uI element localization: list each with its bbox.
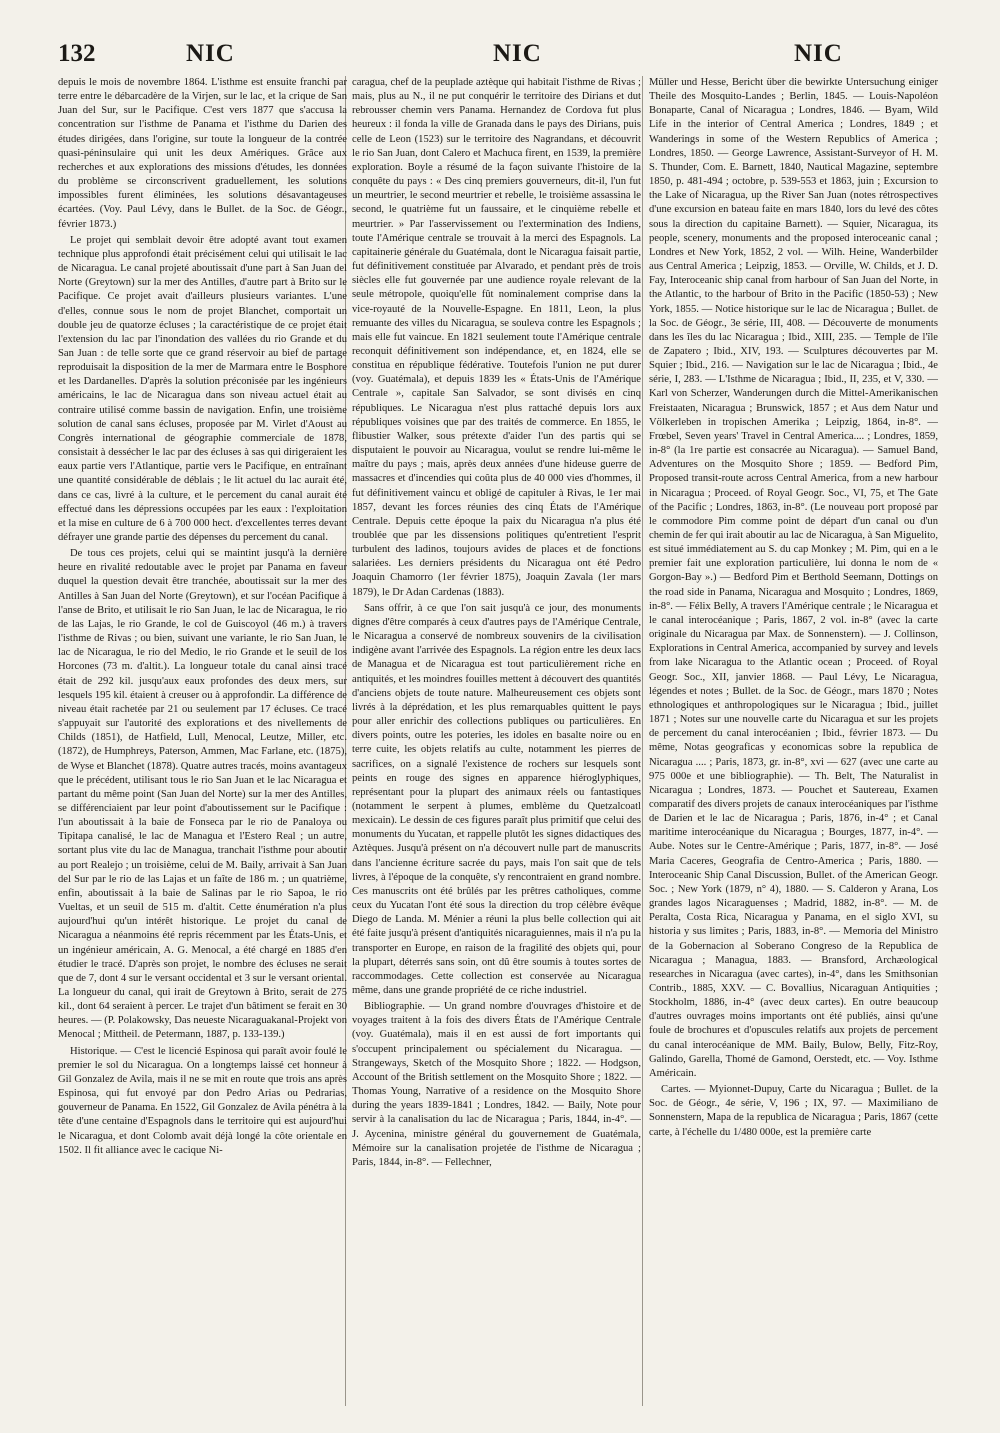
text-column-middle [352, 76, 641, 1406]
paragraph: Le projet qui semblait devoir être adopté avant tout examen technique plus approfondi était précisément celui qui utilisait le lac de Nicaragua. Le canal projeté aboutissait d'une part à San Juan del Norte (Greytown) sur la mer des Antilles, d'autre part à Brito sur le Pacifique. Ce projet avait d'ailleurs plusieurs variantes. L'une d'elles, connue sous le nom de projet Blanchet, comportait un double jeu de quatorze écluses ; la caractéristique de ce projet était l'extension du lac par l'inondation des vallées du rio Grande et du San Juan : de telle sorte que ce grand réservoir au bief de partage reproduisait la disposition de la mer de Marmara entre le Bosphore et les Dardanelles. D'après la solution préconisée par les ingénieurs américains, le lac de Nicaragua dans son niveau actuel était au contraire utilisé comme bassin de navigation. Enfin, une troisième solution de canal sans écluses, proposée par M. Virlet d'Aoust au Congrès international de géographie commerciale de 1878, consistait à dessécher le lac par des écluses à sas qui dirigeraient les eaux partie vers l'Atlantique, partie vers le Pacifique, en entraînant une quantité considérable de déblais ; le lit actuel du lac aurait été, dans ce cas, livré à la culture, et le percement du canal aurait été effectué dans les dépressions occupées par les eaux : l'exploitation et la mise en culture de 6 à 700 000 hect. d'excellentes terres devant défrayer une grande partie des dépenses du percement du canal. [58, 234, 347, 543]
paragraph: Sans offrir, à ce que l'on sait jusqu'à ce jour, des monuments dignes d'être comparés à ceux d'autres pays de l'Amérique Centrale, le Nicaragua a conservé de nombreux souvenirs de la civilisation indigène avant l'arrivée des Espagnols. La région entre les deux lacs de Managua et de Nicaragua est tout particulièrement riche en antiquités, et les moindres fouilles mettent à découvert des quantités d'anciens objets de toute nature. Malheureusement ces objets sont livrés à la déprédation, et les plus remarquables quittent le pays pour aller enrichir des collections publiques ou particulières. En divers points, outre les poteries, les idoles en basalte noire ou en terre cuite, les objets relatifs au culte, notamment les pierres de sacrifices, on a signalé l'existence de rochers sur lesquels sont peints en rouge des signes en apparence hiéroglyphiques, représentant pour la plupart des animaux réels ou fantastiques (notamment le serpent à plumes, emblème du Quetzalcoatl mexicain). Le dessin de ces figures paraît plus primitif que celui des monuments du Yucatan, et rappelle plutôt les signes didactiques des Aztèques. Jusqu'à présent on n'a découvert nulle part de manuscrits dans l'ancienne écriture sacrée du pays, mais l'on sait que de tels livres, à l'époque de la conquête, s'y rencontraient en grand nombre. Ces manuscrits ont été brûlés par les prêtres catholiques, comme ceux du Yucatan l'ont été sous la direction du trop célèbre évêque Diego de Landa. M. Ménier a réuni la plus belle collection qui ait été faite jusqu'à présent d'antiquités nicaraguiennes, mais il n'a pu la transporter en Europe, en raison de la fragilité des objets qui, pour la plupart, déterrés sans soin, ont dû être soumis à toutes sortes de raccommodages. Cette collection est conservée au Nicaragua même, dans une grande propriété de ce riche industriel. [352, 602, 641, 996]
paragraph: De tous ces projets, celui qui se maintint jusqu'à la dernière heure en rivalité redoutable avec le projet par Panama en faveur duquel la question devait être tranchée, aboutissait sur la mer des Antilles à San Juan del Norte (Greytown), et sur l'océan Pacifique à l'anse de Brito, et utilisait le rio San Juan, le lac de Nicaragua, le rio de las Lajas, le rio Grande, le col de Guiscoyol (46 m.) à travers l'isthme de Rivas ; ou bien, suivant une variante, le rio San Juan, le lac de Nicaragua, le rio del Medio, le rio Grande et le seuil de los Horcones (73 m. d'altit.). La longueur totale du canal ainsi tracé était de 292 kil. jusqu'aux eaux profondes des deux mers, sur lesquels 195 kil. étaient à creuser ou à approfondir. La différence de niveau était rachetée par 21 ou seulement par 17 écluses. Ce tracé s'appuyait sur l'autorité des explorations et des nivellements de Childs (1851), de Hatfield, Lull, Menocal, Leutze, Miller, etc. (1872), de Humphreys, Paterson, Ammen, Mac Farlane, etc. (1875), de Wyse et Blanchet (1878). Quatre autres tracés, moins avantageux que le précédent, utilisant tous le rio San Juan et le lac Nicaragua et partant du même point (San Juan del Norte) sur la mer des Antilles, se différenciaient par leur point d'aboutissement sur le Pacifique : l'un aboutissait à la baie de Fonseca par le rio de Panaloya ou Tipitapa canalisé, le lac de Managua et l'Estero Real ; un autre, sortant plus vite du lac de Managua, tranchait l'isthme pour aboutir au port Realejo ; un troisième, celui de M. Baily, arrivait à San Juan del Sur par le rio de las Lajas et un faîte de 186 m. ; un quatrième, enfin, aboutissait à la baie de Salinas par le rio Sapoa, le rio Vueltas, et un seuil de 515 m. d'altit. Cette énumération n'a plus aujourd'hui qu'un intérêt historique. Le projet du canal de Nicaragua a néanmoins été repris récemment par les États-Unis, et un ingénieur américain, A. G. Menocal, a été chargé en 1885 d'en étudier le tracé. D'après son projet, le nombre des écluses ne serait que de 7, dont 4 sur le versant occidental et 3 sur le versant oriental. La longueur du canal, qui irait de Greytown à Brito, serait de 275 kil., dont 64 seraient à percer. Le trajet d'un bâtiment se ferait en 30 heures. — (P. Polakowsky, Das neueste Nicaraguakanal-Projekt von Menocal ; Mittheil. de Petermann, 1887, p. 133-139.) [58, 548, 347, 1041]
paragraph: Müller und Hesse, Bericht über die bewirkte Untersuchung einiger Theile des Mosquito-Landes ; Berlin, 1845. — Louis-Napoléon Bonaparte, Canal of Nicaragua ; Londres, 1846. — Byam, Wild Life in the interior of Central America ; Londres, 1849 ; et Wanderings in some of the Western Republics of America ; Londres, 1850. — George Lawrence, Assistant-Surveyor of H. M. S. Thunder, Com. E. Barnett, 1840, Nautical Magazine, septembre 1850, p. 481-494 ; octobre, p. 539-553 et 1863, juin ; Excursion to the Lake of Nicaragua, up the River San Juan (notes rétrospectives d'une excursion en bateau faite en mars 1840, lors du levé des côtes sous la direction du capitaine Barnett). — Squier, Nicaragua, its people, scenery, monuments and the proposed interoceanic canal ; Londres et New York, 1852, 2 vol. — Wilh. Heine, Wanderbilder aus Central America ; Leipzig, 1853. — Orville, W. Childs, et J. D. Fay, Interoceanic ship canal from harbour of San Juan del Norte, in the Atlantic, to the harbour of Brito in the Pacific (1850-53) ; New York, 1855. — Notice historique sur le lac de Nicaragua ; Bullet. de la Soc. de Géogr., 3e série, III, 408. — Découverte de monuments dans les îles du lac Nicaragua ; Ibid., XIII, 235. — Temple de l'île de Zapatero ; Ibid., XIV, 193. — Sculptures découvertes par M. Squier ; Ibid., 216. — Navigation sur le lac de Nicaragua ; Ibid., 4e série, I, 283. — L'Isthme de Nicaragua ; Ibid., II, 235, et V, 330. — Karl von Scherzer, Wanderungen durch die Mittel-Amerikanischen Freistaaten, Nicaragua ; Brunswick, 1857 ; et Aus dem Natur und Völkerleben in tropischen Amerika ; Leipzig, 1864, in-8°. — Frœbel, Seven years' Travel in Central America.... ; Londres, 1859, in-8° (la 1re partie est consacrée au Nicaragua). — Samuel Band, Adventures on the Mosquito Shore ; 1859. — Bedford Pim, Proposed transit-route across Central America, from a new harbour in Nicaragua ; Proceed. of Royal Geogr. Soc., VI, 75, et The Gate of the Pacific ; Londres, 1863, in-8°. (Le nouveau port proposé par le commodore Pim comme point de départ d'un canal ou d'un chemin de fer qui irait aboutir au lac de Nicaragua, à San Miguelito, est situé immédiatement au S. du cap Monkey ; M. Pim, qui en a le premier fait une exploration particulière, lui donna le nom de « Gorgon-Bay ».) — Bedford Pim et Berthold Seemann, Dottings on the road side in Panama, Nicaragua and Mosquito ; Londres, 1869, in-8°. — Félix Belly, A travers l'Amérique centrale ; le Nicaragua et le canal interocéanique ; Paris, 1867, 2 vol. in-8° (avec la carte originale du Nicaragua par Max. de Sonnenstern). — J. Collinson, Explorations in Central America, accompanied by survey and levels from lake Nicaragua to the Atlantic ocean ; Proceed. of Royal Geogr. Soc., XII, janvier 1868. — Paul Lévy, Le Nicaragua, légendes et notes ; Bullet. de la Soc. de Géogr., mars 1870 ; Notes ethnologiques et anthropologiques sur le Nicaragua ; Ibid., juillet 1871 ; Notes sur une nouvelle carte du Nicaragua et sur les projets de percement du canal interocéanien ; Ibid., février 1873. — Du même, Notas geograficas y economicas sobre la republica de Nicaragua .... ; Paris, 1873, gr. in-8°, xvi — 627 (avec une carte au 975 000e et une bibliographie). — Th. Belt, The Naturalist in Nicaragua ; Londres, 1873. — Pouchet et Sautereau, Examen comparatif des divers projets de canaux interocéaniques par l'isthme de Darien et le lac de Nicaragua ; Paris, 1876, in-4° ; et Canal maritime interocéanique du Nicaragua ; Bourges, 1877, in-4°. — Aube. Notes sur le Centre-Amérique ; Paris, 1877, in-8°. — José Maria Caceres, Geografia de Centro-America ; Paris, 1880. — Interoceanic Ship Canal Discussion, Bullet. of the American Geogr. Soc. ; New York (1879, n° 4), 1880. — S. Calderon y Arana, Los grandes lagos Nicaraguenses ; Madrid, 1882, in-8°. — M. de Peralta, Costa Rica, Nicaragua y Panama, en el siglo XVI, su historia y sus limites ; Paris, 1883, in-8°. — Memoria del Ministro de la Gobernacion al Soberano Congreso de la Republica de Nicaragua ; Managua, 1883. — Bransford, Archæological researches in Nicaragua (avec cartes), in-4°, dans les Smithsonian Contrib., 1885, XXV. — C. Bovallius, Nicaraguan Antiquities ; Stockholm, 1886, in-4° (avec deux cartes). En outre beaucoup d'autres ouvrages moins importants ont été publiés, ainsi qu'une foule de brochures et d'opuscules relatifs aux projets de percement du canal interocéanique de MM. Baily, Bulow, Belly, Fitz-Roy, Galindo, Garella, Thomé de Gamond, Oerstedt, etc. — Voy. Isthme Américain. [649, 77, 938, 1079]
text-column-right [649, 76, 938, 1406]
running-headword-left: NIC [186, 40, 235, 67]
column-divider [642, 76, 643, 1406]
paragraph: depuis le mois de novembre 1864. L'isthme est ensuite franchi par terre entre le débarcadère de la Virjen, sur le lac, et la crique de San Juan del Sur, sur le Pacifique. C'est vers 1877 que s'accusa la concentration sur l'isthme de Panama et l'isthme du Darien des études dirigées, dans l'origine, sur toute la longueur de la contrée quasi-péninsulaire qui unit les deux Amériques. Grâce aux recherches et aux explorations des missions d'études, les données du problème se circonscrivent graduellement, les solutions impossibles furent éliminées, les solutions désavantageuses écartées. (Voy. Paul Lévy, dans le Bullet. de la Soc. de Géogr., février 1873.) [58, 77, 347, 230]
paragraph: Cartes. — Myionnet-Dupuy, Carte du Nicaragua ; Bullet. de la Soc. de Géogr., 4e série, V, 196 ; IX, 97. — Maximiliano de Sonnenstern, Mapa de la republica de Nicaragua ; Paris, 1867 (cette carte, à l'échelle du 1/480 000e, est la première carte [649, 1084, 938, 1138]
page-number: 132 [58, 40, 96, 67]
paragraph: caragua, chef de la peuplade aztèque qui habitait l'isthme de Rivas ; mais, plus au N., il ne put conquérir le territoire des Dirians et dut rebrousser chemin vers Panama. Hernandez de Cordova fut plus heureux : il fonda la ville de Granada dans le pays des Dirians, puis celle de Leon (1523) sur le territoire des Nagrandans, et découvrit le rio San Juan, dont Calero et Machuca firent, en 1539, la première exploration. Boyle a résumé de la façon suivante l'histoire de la conquête du pays : « Des cinq premiers gouverneurs, dit-il, l'un fut un meurtrier, le second meurtrier et rebelle, le troisième assassina le second, le quatrième fut un faussaire, et le cinquième rebelle et meurtrier. » Par l'asservissement ou l'extermination des Indiens, toute l'Amérique centrale se trouvait à la merci des Espagnols. La capitainerie générale du Guatémala, dont le Nicaragua faisait partie, fut définitivement constituée par Alvarado, et pendant près de trois siècles elle fut gouvernée par une audience royale relevant de la seule métropole, quoiqu'elle fût nominalement comprise dans la vice-royauté de la Nouvelle-Espagne. En 1811, Leon, la plus remuante des villes du Nicaragua, se souleva contre les Espagnols ; mais elle fut vaincue. En 1821 seulement toute l'Amérique centrale reconquit définitivement son indépendance, et, en 1824, elle se constitua en république fédérative. Toutefois l'union ne put durer (voy. Guatémala), et depuis 1839 les « États-Unis de l'Amérique Centrale », capitale San Salvador, se sont divisés en cinq républiques. Le Nicaragua n'est plus rattaché depuis lors aux républiques voisines que par des traités de commerce. En 1855, le flibustier Walker, sous prétexte d'aider l'un des partis qui se disputaient le pouvoir au Nicaragua, voulut se rendre lui-même le maître du pays ; mais, après deux années d'une hideuse guerre de massacres et d'incendies qui coûta plus de 40 000 vies d'hommes, il fut définitivement vaincu et obligé de capituler à Rivas, le 1er mai 1857, devant les forces réunies des cinq États de l'Amérique Centrale. Depuis cette époque la paix du Nicaragua n'a plus été troublée que par les dissensions politiques qu'entretient l'esprit turbulent des ladinos, toujours avides de places et de fonctions salariées. Les derniers présidents du Nicaragua ont été Pedro Joaquin Chamorro (1er février 1875), Joaquin Zavala (1er mars 1879), le Dr Adan Cardenas (1883). [352, 77, 641, 598]
text-column-left [58, 76, 347, 1406]
running-headword-center: NIC [493, 40, 542, 67]
paragraph: Historique. — C'est le licencié Espinosa qui paraît avoir foulé le premier le sol du Nicaragua. On a longtemps laissé cet honneur à Gil Gonzalez de Avila, mais il ne se mit en route que trois ans après Espinosa, qui fut envoyé par don Pedro Arias ou Pedrarias, gouverneur de Panama. En 1522, Gil Gonzalez de Avila pénétra à la tête d'une centaine d'Espagnols dans le territoire qui est aujourd'hui le Nicaragua, et dont Colomb avait déjà longé la côte orientale en 1502. Il fit alliance avec le cacique Ni- [58, 1045, 347, 1156]
running-headword-right: NIC [794, 40, 843, 67]
page-header [58, 38, 942, 72]
paragraph: Bibliographie. — Un grand nombre d'ouvrages d'histoire et de voyages traitent à la fois des divers États de l'Amérique Centrale (voy. Guatémala), mais il en est aussi de fort importants qui s'occupent principalement ou spécialement du Nicaragua. — Strangeways, Sketch of the Mosquito Shore ; 1822. — Hodgson, Account of the British settlement on the Mosquito Shore ; 1822. — Thomas Young, Narrative of a residence on the Mosquito Shore during the years 1839-1841 ; Londres, 1842. — Baily, Note pour servir à la canalisation du lac de Nicaragua ; Paris, 1844, in-4°. — J. Aycenina, ministre général du gouvernement de Guatémala, Mémoire sur la canalisation projetée de l'isthme de Nicaragua ; Paris, 1844, in-8°. — Fellechner, [352, 1001, 641, 1168]
